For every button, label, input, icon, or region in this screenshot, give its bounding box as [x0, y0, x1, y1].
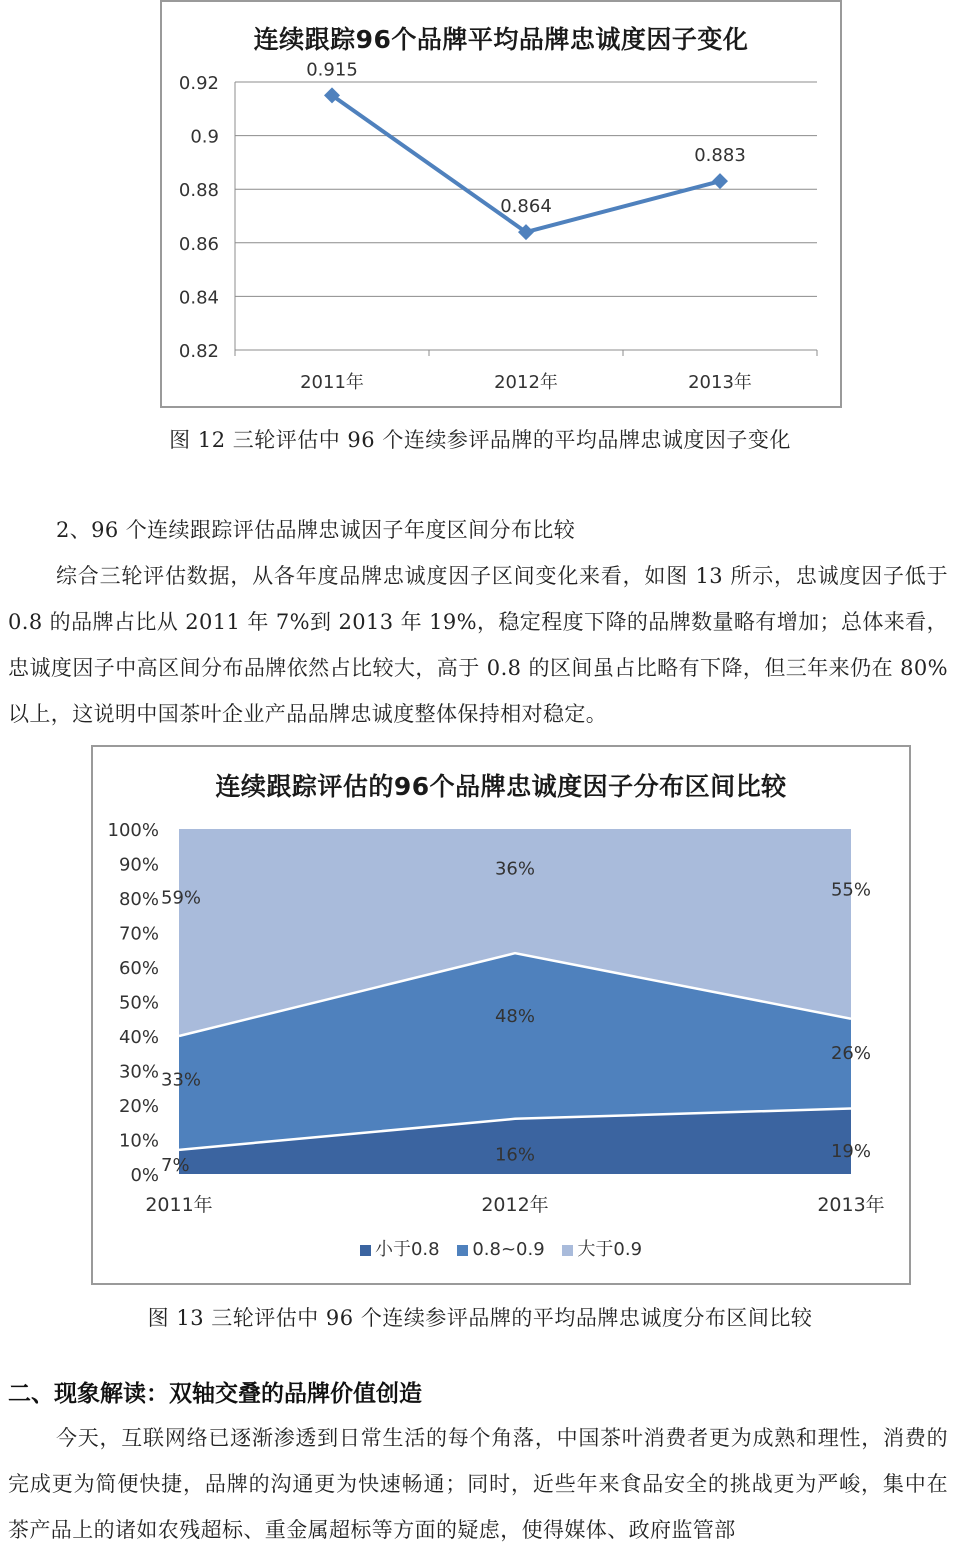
part2-paragraph: 今天，互联网络已逐渐渗透到日常生活的每个角落，中国茶叶消费者更为成熟和理性，消费的完成更为简便快捷，品牌的沟通更为快速畅通；同时，近些年来食品安全的挑战更为严峻，集中在茶产品上的诸如农残超标、重金属超标等方面的疑虑，使得媒体、政府监管部: [8, 1426, 948, 1542]
y-tick-label: 20%: [118, 1096, 159, 1117]
y-tick-label: 100%: [107, 820, 159, 841]
x-tick-label: 2012年: [481, 1194, 549, 1216]
data-label: 59%: [161, 887, 202, 909]
legend-label-low: 小于0.8: [374, 1239, 440, 1260]
y-tick-label: 0.88: [178, 180, 219, 202]
y-tick-label: 0.82: [178, 341, 219, 362]
y-tick-label: 0.86: [178, 233, 219, 255]
y-tick-label: 60%: [118, 958, 159, 979]
data-label: 16%: [494, 1144, 536, 1166]
y-tick-label: 10%: [118, 1130, 159, 1152]
legend-item-high: [562, 1235, 642, 1261]
x-tick-label: 2011年: [145, 1194, 213, 1216]
y-tick-label: 0%: [130, 1165, 159, 1186]
data-label: 7%: [161, 1155, 190, 1176]
legend-label-high: 大于0.9: [577, 1239, 643, 1260]
y-tick-label: 50%: [118, 992, 159, 1014]
x-tick-label: 2011年: [300, 372, 364, 393]
section-subheading: 2、96 个连续跟踪评估品牌忠诚因子年度区间分布比较: [56, 518, 576, 542]
data-label: 36%: [494, 858, 536, 880]
legend-item-mid: [457, 1239, 544, 1260]
section-paragraph: 综合三轮评估数据，从各年度品牌忠诚度因子区间变化来看，如图 13 所示，忠诚度因子低于 0.8 的品牌占比从 2011 年 7%到 2013 年 19%，稳定程度下降的品牌数量略有增加；总体来看，忠诚度因子中高区间分布品牌依然占比较大，高于 0.8 的区间虽占比略有下降，但三年来仍在 80%以上，这说明中国茶叶企业产品品牌忠诚度整体保持相对稳定。: [8, 564, 948, 726]
x-tick-label: 2013年: [817, 1194, 885, 1216]
x-tick-label: 2012年: [494, 372, 558, 393]
legend-swatch-low: [360, 1245, 371, 1256]
data-label: 26%: [830, 1042, 872, 1064]
line-chart-title: 连续跟踪96个品牌平均品牌忠诚度因子变化: [253, 25, 749, 54]
y-tick-label: 90%: [118, 854, 159, 876]
data-label: 0.883: [694, 145, 746, 167]
line-chart-svg: [162, 2, 840, 406]
data-label: 19%: [830, 1141, 872, 1163]
y-tick-label: 80%: [118, 889, 159, 910]
y-tick-label: 0.9: [190, 126, 219, 148]
part2-heading: 二、现象解读：双轴交叠的品牌价值创造: [8, 1381, 422, 1407]
y-tick-label: 0.92: [178, 73, 219, 94]
legend-item-low: [360, 1235, 440, 1261]
area-chart-svg: [93, 747, 909, 1283]
y-tick-label: 0.84: [178, 287, 219, 309]
y-tick-label: 70%: [118, 923, 159, 945]
area-chart-frame: [91, 745, 911, 1285]
y-tick-label: 40%: [118, 1027, 159, 1048]
area-chart-legend: [93, 1235, 909, 1261]
legend-swatch-mid: [457, 1245, 468, 1256]
y-tick-label: 30%: [118, 1061, 159, 1083]
figure-13-caption: 图 13 三轮评估中 96 个连续参评品牌的平均品牌忠诚度分布区间比较: [147, 1306, 813, 1330]
data-label: 0.915: [306, 59, 358, 81]
x-tick-label: 2013年: [688, 372, 752, 393]
data-label: 33%: [161, 1069, 202, 1091]
area-chart-title: 连续跟踪评估的96个品牌忠诚度因子分布区间比较: [215, 772, 787, 801]
legend-label-mid: 0.8~0.9: [472, 1239, 545, 1260]
legend-swatch-high: [562, 1245, 573, 1256]
data-point-marker: [712, 173, 728, 189]
data-label: 0.864: [500, 196, 552, 218]
data-label: 55%: [830, 879, 872, 901]
line-chart-frame: [160, 0, 842, 408]
figure-12-caption: 图 12 三轮评估中 96 个连续参评品牌的平均品牌忠诚度因子变化: [169, 428, 791, 452]
data-label: 48%: [494, 1006, 536, 1028]
